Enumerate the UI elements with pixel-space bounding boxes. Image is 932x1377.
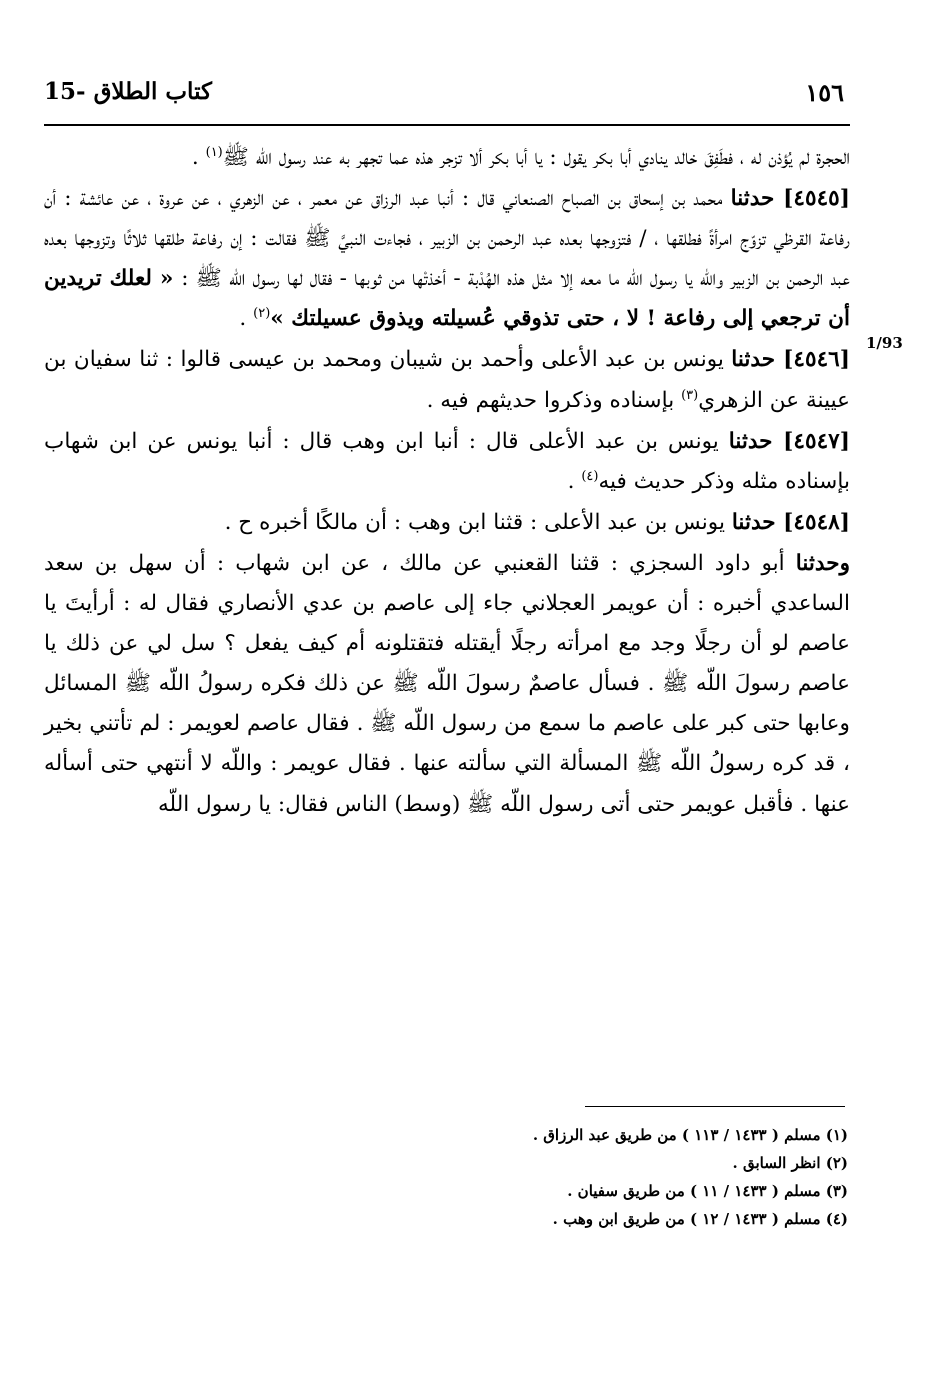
- paragraph-text: الحجرة لم يُؤذن له ، فطَفِقَ خالد ينادي أبا بكر يقول : يا أبا بكر ألا تزجر هذه عما تجهر به عند رسول اللّه ﷺ: [222, 145, 850, 170]
- hadith-4548: [44, 503, 850, 543]
- hadith-label: وحدثنا: [795, 550, 850, 576]
- hadith-label: [٤٥٤٧] حدثنا: [728, 428, 850, 454]
- footnotes: [300, 1121, 848, 1233]
- footnote-2: (٢) انظر السابق .: [732, 1154, 848, 1172]
- margin-folio-note: 1/93: [866, 334, 903, 352]
- hadith-4547: [44, 422, 850, 502]
- header-rule: [44, 124, 850, 126]
- page-body: [44, 138, 850, 826]
- hadith-label: [٤٥٤٥] حدثنا: [730, 186, 850, 212]
- page-header: [44, 74, 850, 124]
- hadith-label: [٤٥٤٨] حدثنا: [731, 509, 850, 535]
- paragraph-text: محمد بن إسحاق بن الصباح الصنعاني قال : أنبا عبد الرزاق عن معمر ، عن الزهري ، عن عروة ، عن عائشة : أن رفاعة القرظي تزوّج امرأةً فطلقها ، / فتزوجها بعده عبد الرحمن بن الزبير ، فجاءت النبيَّ ﷺ فقالت : إن رفاعة طلقها ثلاثًا وتزوجها بعده عبد الرحمن بن الزبير واللّه يا رسول اللّه ما معه إلا مثل هذه الهُدْبة - أخذتْها من ثوبها - فقال لها رسول اللّه ﷺ :: [44, 186, 850, 292]
- paragraph-text: أبو داود السجزي : قثنا القعنبي عن مالك ، عن ابن شهاب : أن سهل بن سعد الساعدي أخبره : أن عويمر العجلاني جاء إلى عاصم بن عدي الأنصاري فقال له : أرأيتَ يا عاصم لو أن رجلًا وجد مع امرأته رجلًا أيقتله فتقتلونه أم كيف يفعل ؟ سل لي عن ذلك يا عاصم رسولَ اللّه ﷺ . فسأل عاصمٌ رسولَ اللّه ﷺ عن ذلك فكره رسولُ اللّه ﷺ المسائل وعابها حتى كبر على عاصم ما سمع من رسول اللّه ﷺ . فقال عاصم لعويمر : لم تأتني بخير ، قد كره رسولُ اللّه ﷺ المسألة التي سألته عنها . فقال عويمر : واللّه لا أنتهي حتى أسأله عنها . فأقبل عويمر حتى أتى رسول اللّه ﷺ (وسط) الناس فقال: يا رسول اللّه: [44, 550, 850, 817]
- footnote-ref-3: (٣): [681, 387, 699, 403]
- hadith-4546: [44, 340, 850, 420]
- footnote-ref-2: (٢): [253, 306, 271, 322]
- paragraph-tail: .: [191, 145, 206, 170]
- footnote-ref-4: (٤): [581, 468, 599, 484]
- footnote-3: (٣) مسلم ( ١٤٣٣ / ١١ ) من طريق سفيان .: [567, 1182, 848, 1200]
- paragraph-tail: .: [239, 306, 254, 332]
- hadith-4545: [44, 179, 850, 339]
- paragraph-tail: بإسناده وذكروا حديثهم فيه .: [426, 387, 682, 413]
- paragraph-text: يونس بن عبد الأعلى وأحمد بن شيبان ومحمد بن عيسى قالوا : ثنا سفيان بن عيينة عن الزهري: [44, 347, 850, 413]
- hadith-label: [٤٥٤٦] حدثنا: [731, 347, 850, 373]
- footnote-ref-1: (١): [205, 144, 223, 160]
- paragraph-continuation: [44, 138, 850, 178]
- chapter-title: 15- كتاب الطلاق: [44, 78, 212, 105]
- hadith-4548-second-chain: [44, 544, 850, 825]
- paragraph-tail: .: [567, 468, 582, 494]
- footnote-1: (١) مسلم ( ١٤٣٣ / ١١٣ ) من طريق عبد الرزاق .: [532, 1126, 848, 1144]
- footnote-rule: [585, 1106, 845, 1107]
- prophetic-quote: « لعلك تريدين أن ترجعي إلى رفاعة ! لا ، حتى تذوقي عُسيلته ويذوق عسيلتك »: [44, 266, 850, 332]
- footnote-4: (٤) مسلم ( ١٤٣٣ / ١٢ ) من طريق ابن وهب .: [552, 1210, 848, 1228]
- paragraph-text: يونس بن عبد الأعلى قال : أنبا ابن وهب قال : أنبا يونس عن ابن شهاب بإسناده مثله وذكر حديث فيه: [44, 428, 850, 494]
- page-number: ١٥٦: [805, 78, 844, 107]
- paragraph-text: يونس بن عبد الأعلى : قثنا ابن وهب : أن مالكًا أخبره ح .: [224, 509, 732, 535]
